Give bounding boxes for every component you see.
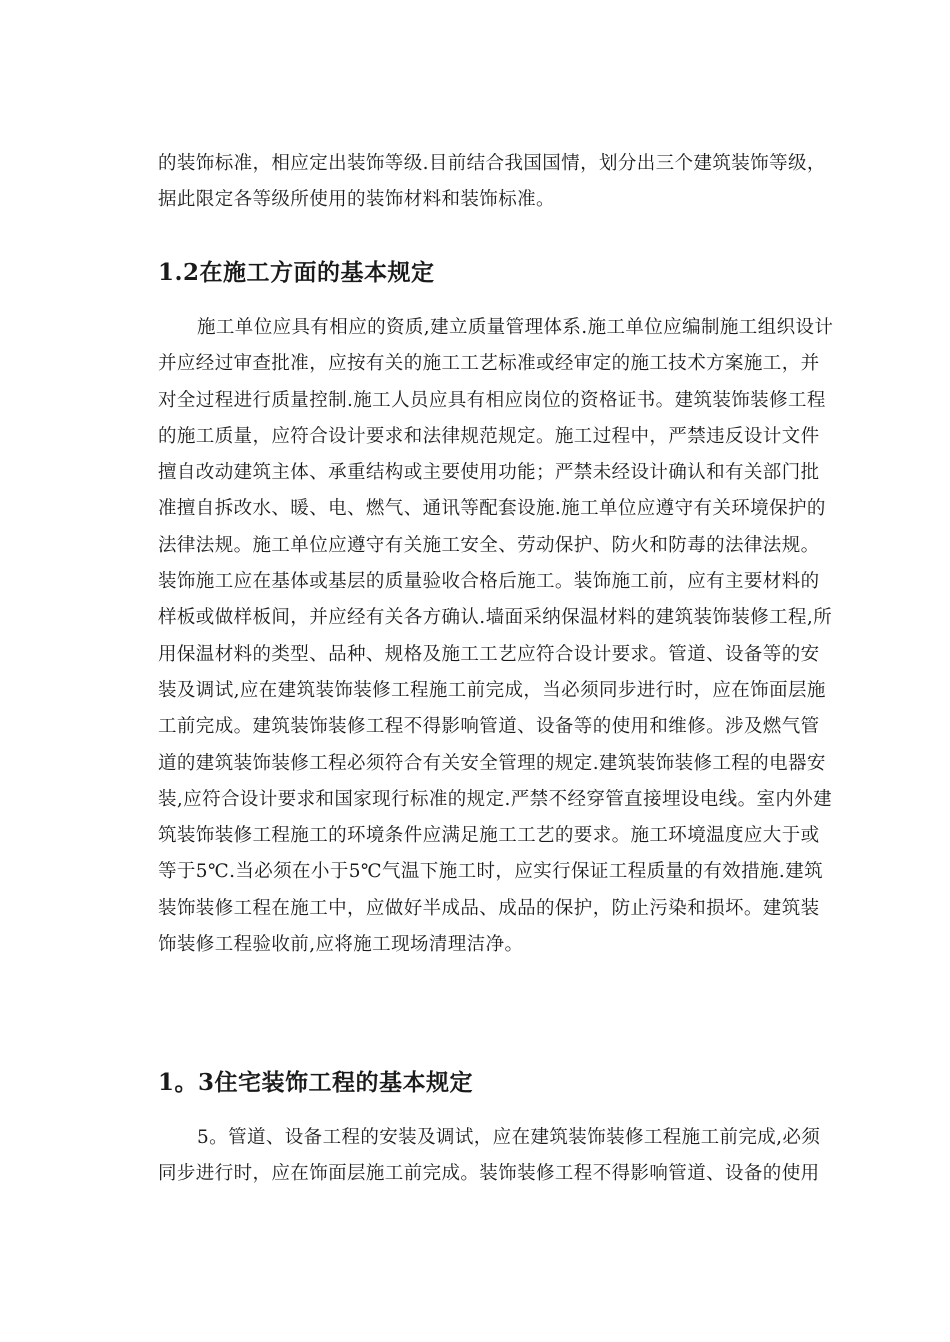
text-line: 法律法规。施工单位应遵守有关施工安全、劳动保护、防火和防毒的法律法规。 <box>158 534 820 556</box>
text-line: 施工单位应具有相应的资质,建立质量管理体系.施工单位应编制施工组织设计 <box>197 317 834 338</box>
intro-paragraph <box>158 146 858 219</box>
text-line: 同步进行时，应在饰面层施工前完成。装饰装修工程不得影响管道、设备的使用 <box>158 1163 820 1185</box>
text-line: 装饰施工应在基体或基层的质量验收合格后施工。装饰施工前，应有主要材料的 <box>158 571 820 593</box>
text-line: 准擅自拆改水、暖、电、燃气、通讯等配套设施.施工单位应遵守有关环境保护的 <box>158 498 826 520</box>
text-line: 用保温材料的类型、品种、规格及施工工艺应符合设计要求。管道、设备等的安 <box>158 643 820 665</box>
text-line: 装,应符合设计要求和国家现行标准的规定.严禁不经穿管直接埋设电线。室内外建 <box>158 788 833 810</box>
text-line: 据此限定各等级所使用的装饰材料和装饰标准。 <box>158 189 555 211</box>
text-line: 并应经过审查批准，应按有关的施工工艺标准或经审定的施工技术方案施工，并 <box>158 353 820 375</box>
text-line: 擅自改动建筑主体、承重结构或主要使用功能；严禁未经设计确认和有关部门批 <box>158 462 820 484</box>
text-line: 装及调试,应在建筑装饰装修工程施工前完成，当必须同步进行时，应在饰面层施 <box>158 679 826 701</box>
section-1-3-paragraph <box>158 1120 858 1193</box>
section-1-2-paragraph <box>158 310 858 963</box>
text-line: 筑装饰装修工程施工的环境条件应满足施工工艺的要求。施工环境温度应大于或 <box>158 825 820 847</box>
text-line: 样板或做样板间，并应经有关各方确认.墙面采纳保温材料的建筑装饰装修工程,所 <box>158 607 833 629</box>
section-heading-1-3: 1。3住宅装饰工程的基本规定 <box>158 1069 474 1096</box>
text-line: 5。管道、设备工程的安装及调试，应在建筑装饰装修工程施工前完成,必须 <box>197 1127 821 1148</box>
text-line: 等于5℃.当必须在小于5℃气温下施工时，应实行保证工程质量的有效措施.建筑 <box>158 861 823 883</box>
text-line: 装饰装修工程在施工中，应做好半成品、成品的保护，防止污染和损坏。建筑装 <box>158 897 820 919</box>
text-line: 饰装修工程验收前,应将施工现场清理洁净。 <box>158 934 524 956</box>
text-line: 道的建筑装饰装修工程必须符合有关安全管理的规定.建筑装饰装修工程的电器安 <box>158 752 826 774</box>
text-line: 工前完成。建筑装饰装修工程不得影响管道、设备等的使用和维修。涉及燃气管 <box>158 716 820 738</box>
text-line: 的施工质量，应符合设计要求和法律规范规定。施工过程中，严禁违反设计文件 <box>158 425 820 447</box>
section-heading-1-2: 1.2在施工方面的基本规定 <box>158 259 435 286</box>
text-line: 的装饰标准，相应定出装饰等级.目前结合我国国情，划分出三个建筑装饰等级， <box>158 153 826 174</box>
text-line: 对全过程进行质量控制.施工人员应具有相应岗位的资格证书。建筑装饰装修工程 <box>158 389 826 411</box>
